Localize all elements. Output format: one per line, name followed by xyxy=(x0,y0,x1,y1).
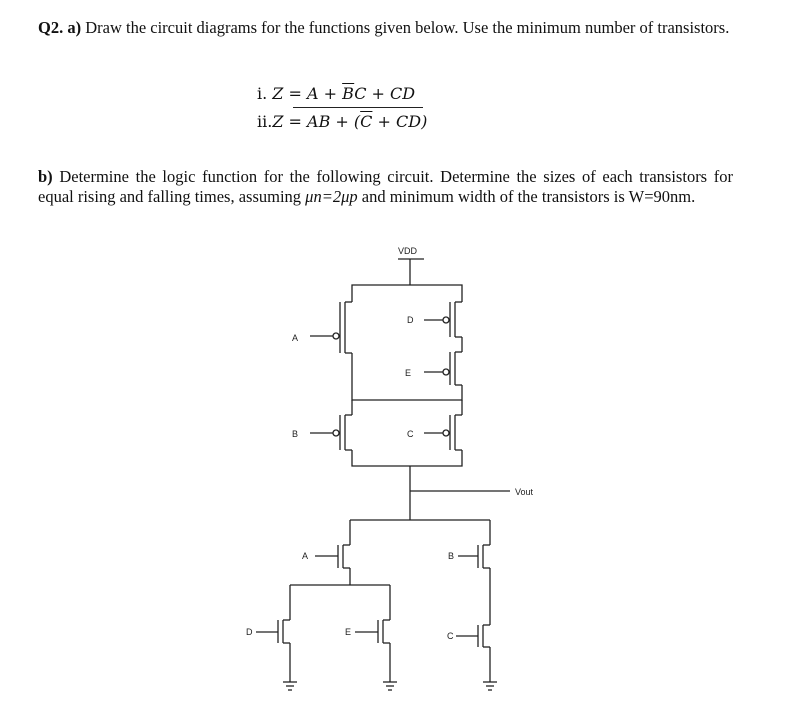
eq1-prefix: i. xyxy=(257,84,273,103)
question-a-label: Q2. a) xyxy=(38,18,82,37)
nmos-label-e: E xyxy=(345,627,352,637)
nmos-label-b: B xyxy=(448,551,455,561)
vout-label: Vout xyxy=(515,487,534,497)
vdd-label: VDD xyxy=(398,246,418,256)
eq1-term1: A + xyxy=(307,84,343,103)
nmos-label-a: A xyxy=(302,551,309,561)
eq2-bar-term: $\overline{C}$ xyxy=(360,112,373,131)
eq1-bar-term: $\overline{B}$ xyxy=(342,84,355,103)
question-b-text2: and minimum width of the transistors is W=90nm. xyxy=(357,187,696,206)
eq2-prefix: ii. xyxy=(257,112,273,131)
pmos-label-a: A xyxy=(292,333,299,343)
eq2-rest: + CD) xyxy=(372,112,428,131)
pmos-label-c: C xyxy=(407,429,414,439)
question-b-text1: Determine the logic function for the following circuit. Determine the sizes of each transistors for equal rising and falling times, assuming xyxy=(38,167,733,206)
pmos-label-b: B xyxy=(292,429,299,439)
ground-3 xyxy=(483,682,497,690)
eq2-body: AB + ( xyxy=(307,112,361,131)
pmos-label-d: D xyxy=(407,315,414,325)
pmos-label-e: E xyxy=(405,368,412,378)
eq1-term2: C + CD xyxy=(354,84,416,103)
eq2-lhs: Z = xyxy=(272,112,308,131)
eq1-lhs: Z = xyxy=(272,84,307,103)
question-a-text: Draw the circuit diagrams for the functions given below. Use the minimum number of transistors. xyxy=(85,18,730,37)
nmos-label-c: C xyxy=(447,631,454,641)
question-b-label: b) xyxy=(38,167,53,186)
mobility-ratio: μn=2μp xyxy=(305,187,358,206)
ground-1 xyxy=(283,682,297,690)
ground-2 xyxy=(383,682,397,690)
nmos-label-d: D xyxy=(246,627,253,637)
